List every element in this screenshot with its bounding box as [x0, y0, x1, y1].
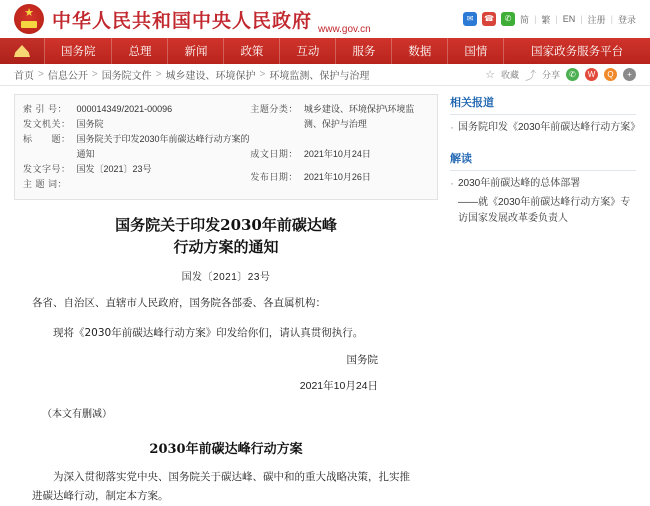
site-url: www.gov.cn — [318, 24, 371, 35]
login-link[interactable]: 登录 — [617, 14, 636, 25]
utility-separator: | — [580, 14, 583, 24]
nav-item-data[interactable]: 数据 — [391, 38, 447, 64]
breadcrumb-item-urban-environment[interactable]: 城乡建设、环境保护 — [165, 71, 256, 82]
nav-home-button[interactable] — [0, 38, 44, 64]
national-emblem-icon — [14, 4, 44, 34]
document-subtitle: 2030年前碳达峰行动方案 — [149, 442, 303, 457]
wechat-icon[interactable]: ✆ — [501, 12, 515, 26]
home-icon — [14, 45, 30, 57]
lang-traditional-link[interactable]: 繁 — [541, 14, 551, 25]
share-label[interactable]: 分享 — [541, 70, 560, 80]
lang-simplified-link[interactable]: 简 — [520, 14, 530, 25]
metadata-key: 成文日期： — [250, 149, 298, 159]
breadcrumb-item-state-council-docs[interactable]: 国务院文件 — [101, 71, 152, 82]
metadata-row — [23, 117, 250, 132]
nav-item-policy[interactable]: 政策 — [223, 38, 279, 64]
metadata-value: 国务院 — [76, 119, 104, 129]
breadcrumb-separator: > — [91, 69, 98, 80]
sidebar-related-news-item[interactable] — [450, 120, 641, 136]
document-signer-date: 2021年10月24日 — [299, 380, 378, 392]
metadata-row — [23, 162, 250, 177]
header-utility-bar — [463, 12, 636, 26]
document-title-line1: 国务院关于印发2030年前碳达峰 — [115, 216, 337, 234]
metadata-row — [250, 147, 429, 170]
qq-share-icon[interactable]: Q — [604, 68, 617, 81]
metadata-value — [77, 177, 251, 192]
sidebar-interpretation — [450, 150, 636, 227]
document-signer-name: 国务院 — [346, 354, 378, 366]
metadata-key: 主 题 词： — [23, 179, 68, 189]
breadcrumb-item-env-monitoring[interactable]: 环境监测、保护与治理 — [269, 71, 370, 82]
collect-label[interactable]: 收藏 — [500, 70, 519, 80]
breadcrumb-separator: > — [259, 69, 266, 80]
sidebar-interpretation-heading: 解读 — [450, 150, 636, 171]
utility-separator: | — [534, 14, 537, 24]
document-title-line2: 行动方案的通知 — [173, 238, 279, 256]
utility-separator: | — [555, 14, 558, 24]
metadata-value: 000014349/2021-00096 — [76, 104, 173, 114]
document-number: 国发〔2021〕23号 — [181, 272, 271, 283]
metadata-row — [23, 132, 250, 162]
metadata-value: 国务院关于印发2030年前碳达峰行动方案的通知 — [76, 134, 250, 159]
document-column — [14, 94, 438, 506]
nav-item-national-conditions[interactable]: 国情 — [447, 38, 503, 64]
document-body — [14, 200, 438, 506]
sidebar-interpretation-subitem[interactable]: ——就《2030年前碳达峰行动方案》专访国家发展改革委负责人 — [458, 197, 631, 224]
sidebar — [450, 94, 641, 506]
sidebar-related-news — [450, 94, 641, 136]
document-note: （本文有删减） — [42, 409, 112, 420]
metadata-value: 2021年10月26日 — [303, 171, 371, 182]
breadcrumb-separator: > — [155, 69, 162, 80]
nav-item-premier[interactable]: 总理 — [111, 38, 167, 64]
utility-separator: | — [610, 14, 613, 24]
metadata-value: 城乡建设、环境保护\环境监测、保护与治理 — [303, 104, 415, 129]
document-plan-paragraph: 为深入贯彻落实党中央、国务院关于碳达峰、碳中和的重大战略决策，扎实推进碳达峰行动，制定本方案。 — [32, 471, 410, 502]
metadata-right-column — [250, 102, 429, 192]
breadcrumb-actions — [485, 67, 636, 83]
metadata-row — [23, 177, 250, 192]
register-link[interactable]: 注册 — [587, 14, 606, 25]
page-content — [0, 86, 650, 506]
sidebar-related-news-heading: 相关报道 — [450, 94, 636, 115]
document-metadata — [14, 94, 438, 200]
metadata-key: 发文字号： — [23, 164, 71, 174]
sidebar-interpretation-item[interactable] — [450, 176, 636, 192]
metadata-row — [250, 102, 429, 147]
main-navigation — [0, 38, 650, 64]
nav-item-interaction[interactable]: 互动 — [279, 38, 335, 64]
sidebar-interpretation-item-label: 2030年前碳达峰的总体部署 — [458, 178, 581, 189]
wechat-share-icon[interactable]: ✆ — [566, 68, 579, 81]
lang-english-link[interactable]: EN — [562, 14, 576, 24]
breadcrumb-separator: > — [38, 69, 44, 80]
metadata-value: 国发〔2021〕23号 — [76, 164, 152, 174]
star-icon[interactable]: ☆ — [485, 69, 495, 81]
metadata-key: 发布日期： — [250, 171, 298, 182]
document-paragraph-addressee: 各省、自治区、直辖市人民政府，国务院各部委、各直属机构： — [32, 297, 326, 309]
site-header — [0, 0, 650, 38]
metadata-row — [250, 170, 429, 193]
breadcrumb-item-info-disclosure[interactable]: 信息公开 — [47, 71, 88, 82]
share-icon[interactable]: ⤴ — [524, 69, 536, 82]
metadata-key: 标 题： — [23, 134, 71, 144]
site-title: 中华人民共和国中央人民政府 — [52, 9, 313, 32]
nav-item-gov-service-platform[interactable]: 国家政务服务平台 — [503, 38, 650, 64]
nav-item-news[interactable]: 新闻 — [167, 38, 223, 64]
nav-item-service[interactable]: 服务 — [335, 38, 391, 64]
nav-item-state-council[interactable]: 国务院 — [44, 38, 111, 64]
more-share-icon[interactable]: + — [623, 68, 636, 81]
breadcrumb-item-home[interactable]: 首页 — [14, 71, 34, 82]
metadata-key: 发文机关： — [23, 119, 71, 129]
weibo-share-icon[interactable]: W — [585, 68, 598, 81]
metadata-key: 主题分类： — [250, 104, 298, 114]
metadata-left-column — [23, 102, 250, 192]
sidebar-related-news-item-label: 国务院印发《2030年前碳达峰行动方案》 — [458, 122, 641, 133]
phone-icon[interactable]: ☎ — [482, 12, 496, 26]
document-paragraph-body: 现将《2030年前碳达峰行动方案》印发给你们，请认真贯彻执行。 — [53, 327, 364, 339]
metadata-value: 2021年10月24日 — [303, 149, 371, 159]
metadata-key: 索 引 号： — [23, 104, 68, 114]
breadcrumb — [0, 64, 650, 86]
mail-icon[interactable]: ✉ — [463, 12, 477, 26]
metadata-row — [23, 102, 250, 117]
